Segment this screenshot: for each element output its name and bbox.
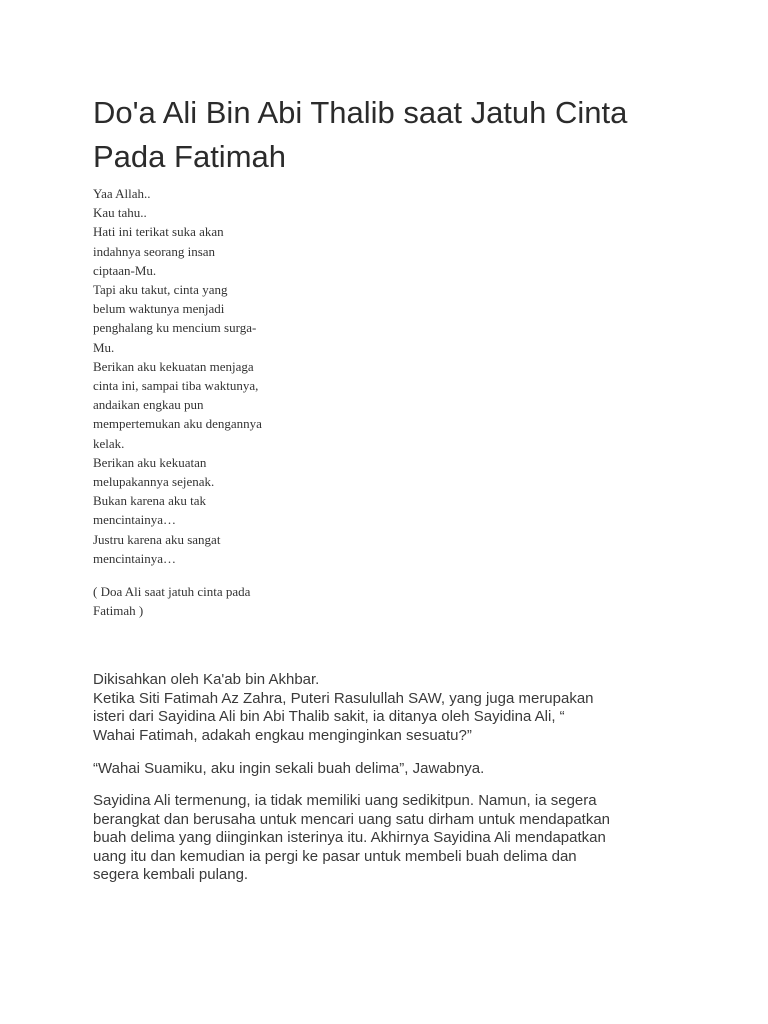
poem-attribution-line: ( Doa Ali saat jatuh cinta pada — [93, 584, 251, 599]
poem-line: Kau tahu.. — [93, 205, 147, 221]
paragraph-line: isteri dari Sayidina Ali bin Abi Thalib sakit, ia ditanya oleh Sayidina Ali, “ — [93, 708, 565, 725]
poem-attribution-line: Fatimah ) — [93, 603, 144, 619]
paragraph-line: Ketika Siti Fatimah Az Zahra, Puteri Rasulullah SAW, yang juga merupakan — [93, 689, 594, 707]
poem-block — [93, 184, 303, 568]
paragraph-line: buah delima yang diinginkan isterinya itu. Akhirnya Sayidina Ali mendapatkan — [93, 829, 606, 846]
paragraph-line: uang itu dan kemudian ia pergi ke pasar untuk membeli buah delima dan — [93, 847, 577, 865]
document-title: Do'a Ali Bin Abi Thalib saat Jatuh Cinta Pada Fatimah — [93, 95, 628, 174]
story-paragraph-reply — [93, 760, 681, 779]
poem-line: melupakannya sejenak. — [93, 474, 215, 490]
paragraph-line: Sayidina Ali termenung, ia tidak memiliki uang sedikitpun. Namun, ia segera — [93, 792, 597, 809]
poem-line: Hati ini terikat suka akan — [93, 224, 224, 240]
poem-line: mencintainya… — [93, 550, 177, 566]
poem-line: mencintainya… — [93, 512, 177, 528]
poem-line: andaikan engkau pun — [93, 397, 204, 413]
poem-attribution — [93, 582, 293, 620]
poem-line: Tapi aku takut, cinta yang — [93, 282, 228, 298]
poem-line: Mu. — [93, 339, 115, 355]
story-paragraph-ali — [93, 792, 681, 885]
poem-line: Bukan karena aku tak — [93, 493, 206, 509]
paragraph-line: Wahai Fatimah, adakah engkau menginginkan sesuatu?” — [93, 726, 472, 744]
poem-line: Justru karena aku sangat — [93, 531, 221, 547]
paragraph-line: berangkat dan berusaha untuk mencari uang satu dirham untuk mendapatkan — [93, 810, 611, 828]
poem-line: indahnya seorang insan — [93, 243, 216, 259]
poem-line: mempertemukan aku dengannya — [93, 416, 262, 432]
paragraph-line: “Wahai Suamiku, aku ingin sekali buah delima”, Jawabnya. — [93, 760, 485, 777]
poem-line: cinta ini, sampai tiba waktunya, — [93, 378, 259, 394]
paragraph-line: Dikisahkan oleh Ka'ab bin Akhbar. — [93, 671, 320, 688]
poem-line: Yaa Allah.. — [93, 186, 151, 201]
poem-line: Berikan aku kekuatan — [93, 454, 207, 470]
poem-line: penghalang ku mencium surga- — [93, 320, 257, 336]
poem-line: ciptaan-Mu. — [93, 262, 157, 278]
poem-line: Berikan aku kekuatan menjaga — [93, 358, 254, 374]
story-paragraph-intro — [93, 671, 681, 745]
poem-line: kelak. — [93, 435, 125, 451]
paragraph-line: segera kembali pulang. — [93, 866, 249, 883]
poem-line: belum waktunya menjadi — [93, 301, 225, 317]
